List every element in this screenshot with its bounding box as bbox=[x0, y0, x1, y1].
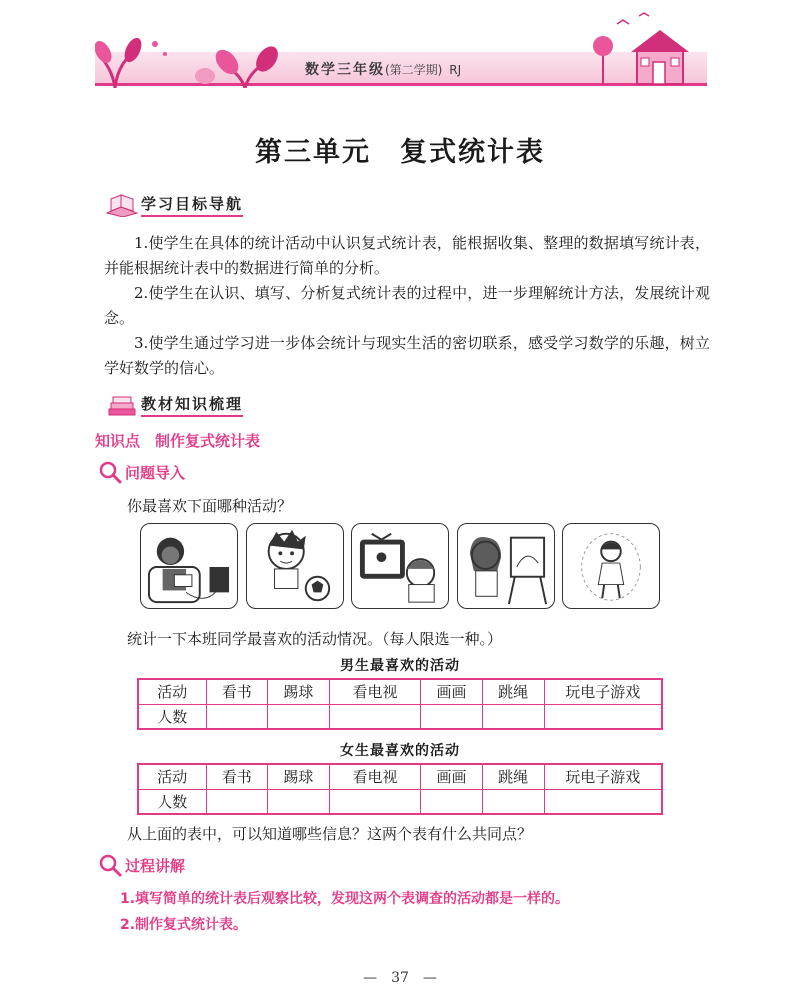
book-icon bbox=[105, 193, 139, 217]
table-cell: 玩电子游戏 bbox=[544, 764, 662, 789]
table-row bbox=[138, 764, 662, 789]
subheading-intro bbox=[97, 460, 185, 484]
plant-decoration-icon bbox=[95, 32, 285, 88]
table-cell bbox=[421, 789, 483, 814]
goal-item-1: 1.使学生在具体的统计活动中认识复式统计表，能根据收集、整理的数据填写统计表，并能根据统计表中的数据进行简单的分析。 bbox=[104, 234, 710, 277]
goals-heading-text: 学习目标导航 bbox=[141, 193, 243, 217]
picture-reading bbox=[140, 523, 238, 609]
child-jumprope-icon bbox=[563, 524, 659, 608]
books-stack-icon bbox=[105, 393, 139, 417]
child-reading-icon bbox=[141, 524, 237, 608]
process-item-1: 1.填写简单的统计表后观察比较，发现这两个表调查的活动都是一样的。 bbox=[120, 891, 570, 907]
picture-tv bbox=[351, 523, 449, 609]
book-term: (第二学期) bbox=[385, 63, 443, 77]
subheading-process bbox=[97, 853, 185, 877]
book-title: 数学三年级 bbox=[305, 62, 385, 78]
table-title-boys: 男生最喜欢的活动 bbox=[340, 658, 460, 674]
table-row bbox=[138, 704, 662, 729]
child-painting-icon bbox=[458, 524, 554, 608]
picture-jumprope bbox=[562, 523, 660, 609]
goal-item-2: 2.使学生在认识、填写、分析复式统计表的过程中，进一步理解统计方法，发展统计观念。 bbox=[104, 284, 710, 327]
table-cell: 玩电子游戏 bbox=[544, 679, 662, 704]
goal-item-3: 3.使学生通过学习进一步体会统计与现实生活的密切联系，感受学习数学的乐趣，树立学好数学的信心。 bbox=[104, 334, 710, 377]
table-cell: 画画 bbox=[421, 764, 483, 789]
girls-activity-table bbox=[137, 763, 663, 815]
table-cell: 活动 bbox=[138, 764, 206, 789]
table-cell bbox=[329, 704, 420, 729]
intro-question: 你最喜欢下面哪种活动？ bbox=[127, 497, 293, 515]
table-cell bbox=[544, 789, 662, 814]
process-item-2: 2.制作复式统计表。 bbox=[120, 917, 248, 933]
page-header bbox=[95, 12, 707, 88]
table-cell: 踢球 bbox=[268, 764, 330, 789]
table-cell: 跳绳 bbox=[482, 764, 544, 789]
table-cell bbox=[329, 789, 420, 814]
magnifier-icon bbox=[97, 853, 123, 877]
table-cell bbox=[482, 704, 544, 729]
table-cell: 跳绳 bbox=[482, 679, 544, 704]
boys-activity-table bbox=[137, 678, 663, 730]
question-after-tables: 从上面的表中，可以知道哪些信息？这两个表有什么共同点？ bbox=[127, 825, 533, 843]
table-cell: 画画 bbox=[421, 679, 483, 704]
table-cell: 看书 bbox=[206, 679, 268, 704]
table-cell: 活动 bbox=[138, 679, 206, 704]
table-cell bbox=[482, 789, 544, 814]
table-cell bbox=[544, 704, 662, 729]
survey-instruction: 统计一下本班同学最喜欢的活动情况。（每人限选一种。） bbox=[127, 630, 503, 648]
unit-title: 第三单元 复式统计表 bbox=[255, 137, 545, 168]
knowledge-heading-text: 教材知识梳理 bbox=[141, 393, 243, 417]
header-title bbox=[305, 59, 461, 79]
intro-heading-text: 问题导入 bbox=[125, 463, 186, 482]
table-cell: 看电视 bbox=[329, 679, 420, 704]
section-heading-goals bbox=[105, 192, 243, 218]
table-cell bbox=[206, 704, 268, 729]
section-heading-knowledge bbox=[105, 392, 243, 418]
table-cell: 人数 bbox=[138, 704, 206, 729]
book-edition: RJ bbox=[449, 63, 462, 77]
activity-pictures bbox=[140, 523, 660, 611]
table-cell bbox=[268, 704, 330, 729]
table-cell: 看电视 bbox=[329, 764, 420, 789]
table-title-girls: 女生最喜欢的活动 bbox=[340, 743, 460, 759]
table-row bbox=[138, 679, 662, 704]
process-heading-text: 过程讲解 bbox=[125, 856, 186, 875]
table-cell bbox=[206, 789, 268, 814]
picture-painting bbox=[457, 523, 555, 609]
picture-soccer bbox=[246, 523, 344, 609]
table-cell bbox=[268, 789, 330, 814]
magnifier-icon bbox=[97, 460, 123, 484]
table-cell: 人数 bbox=[138, 789, 206, 814]
child-soccer-icon bbox=[247, 524, 343, 608]
table-cell: 踢球 bbox=[268, 679, 330, 704]
house-decoration-icon bbox=[587, 12, 707, 88]
knowledge-point-title: 知识点 制作复式统计表 bbox=[95, 432, 261, 450]
page-number: — 37 — bbox=[363, 970, 437, 986]
table-cell bbox=[421, 704, 483, 729]
table-row bbox=[138, 789, 662, 814]
table-cell: 看书 bbox=[206, 764, 268, 789]
child-tv-icon bbox=[352, 524, 448, 608]
